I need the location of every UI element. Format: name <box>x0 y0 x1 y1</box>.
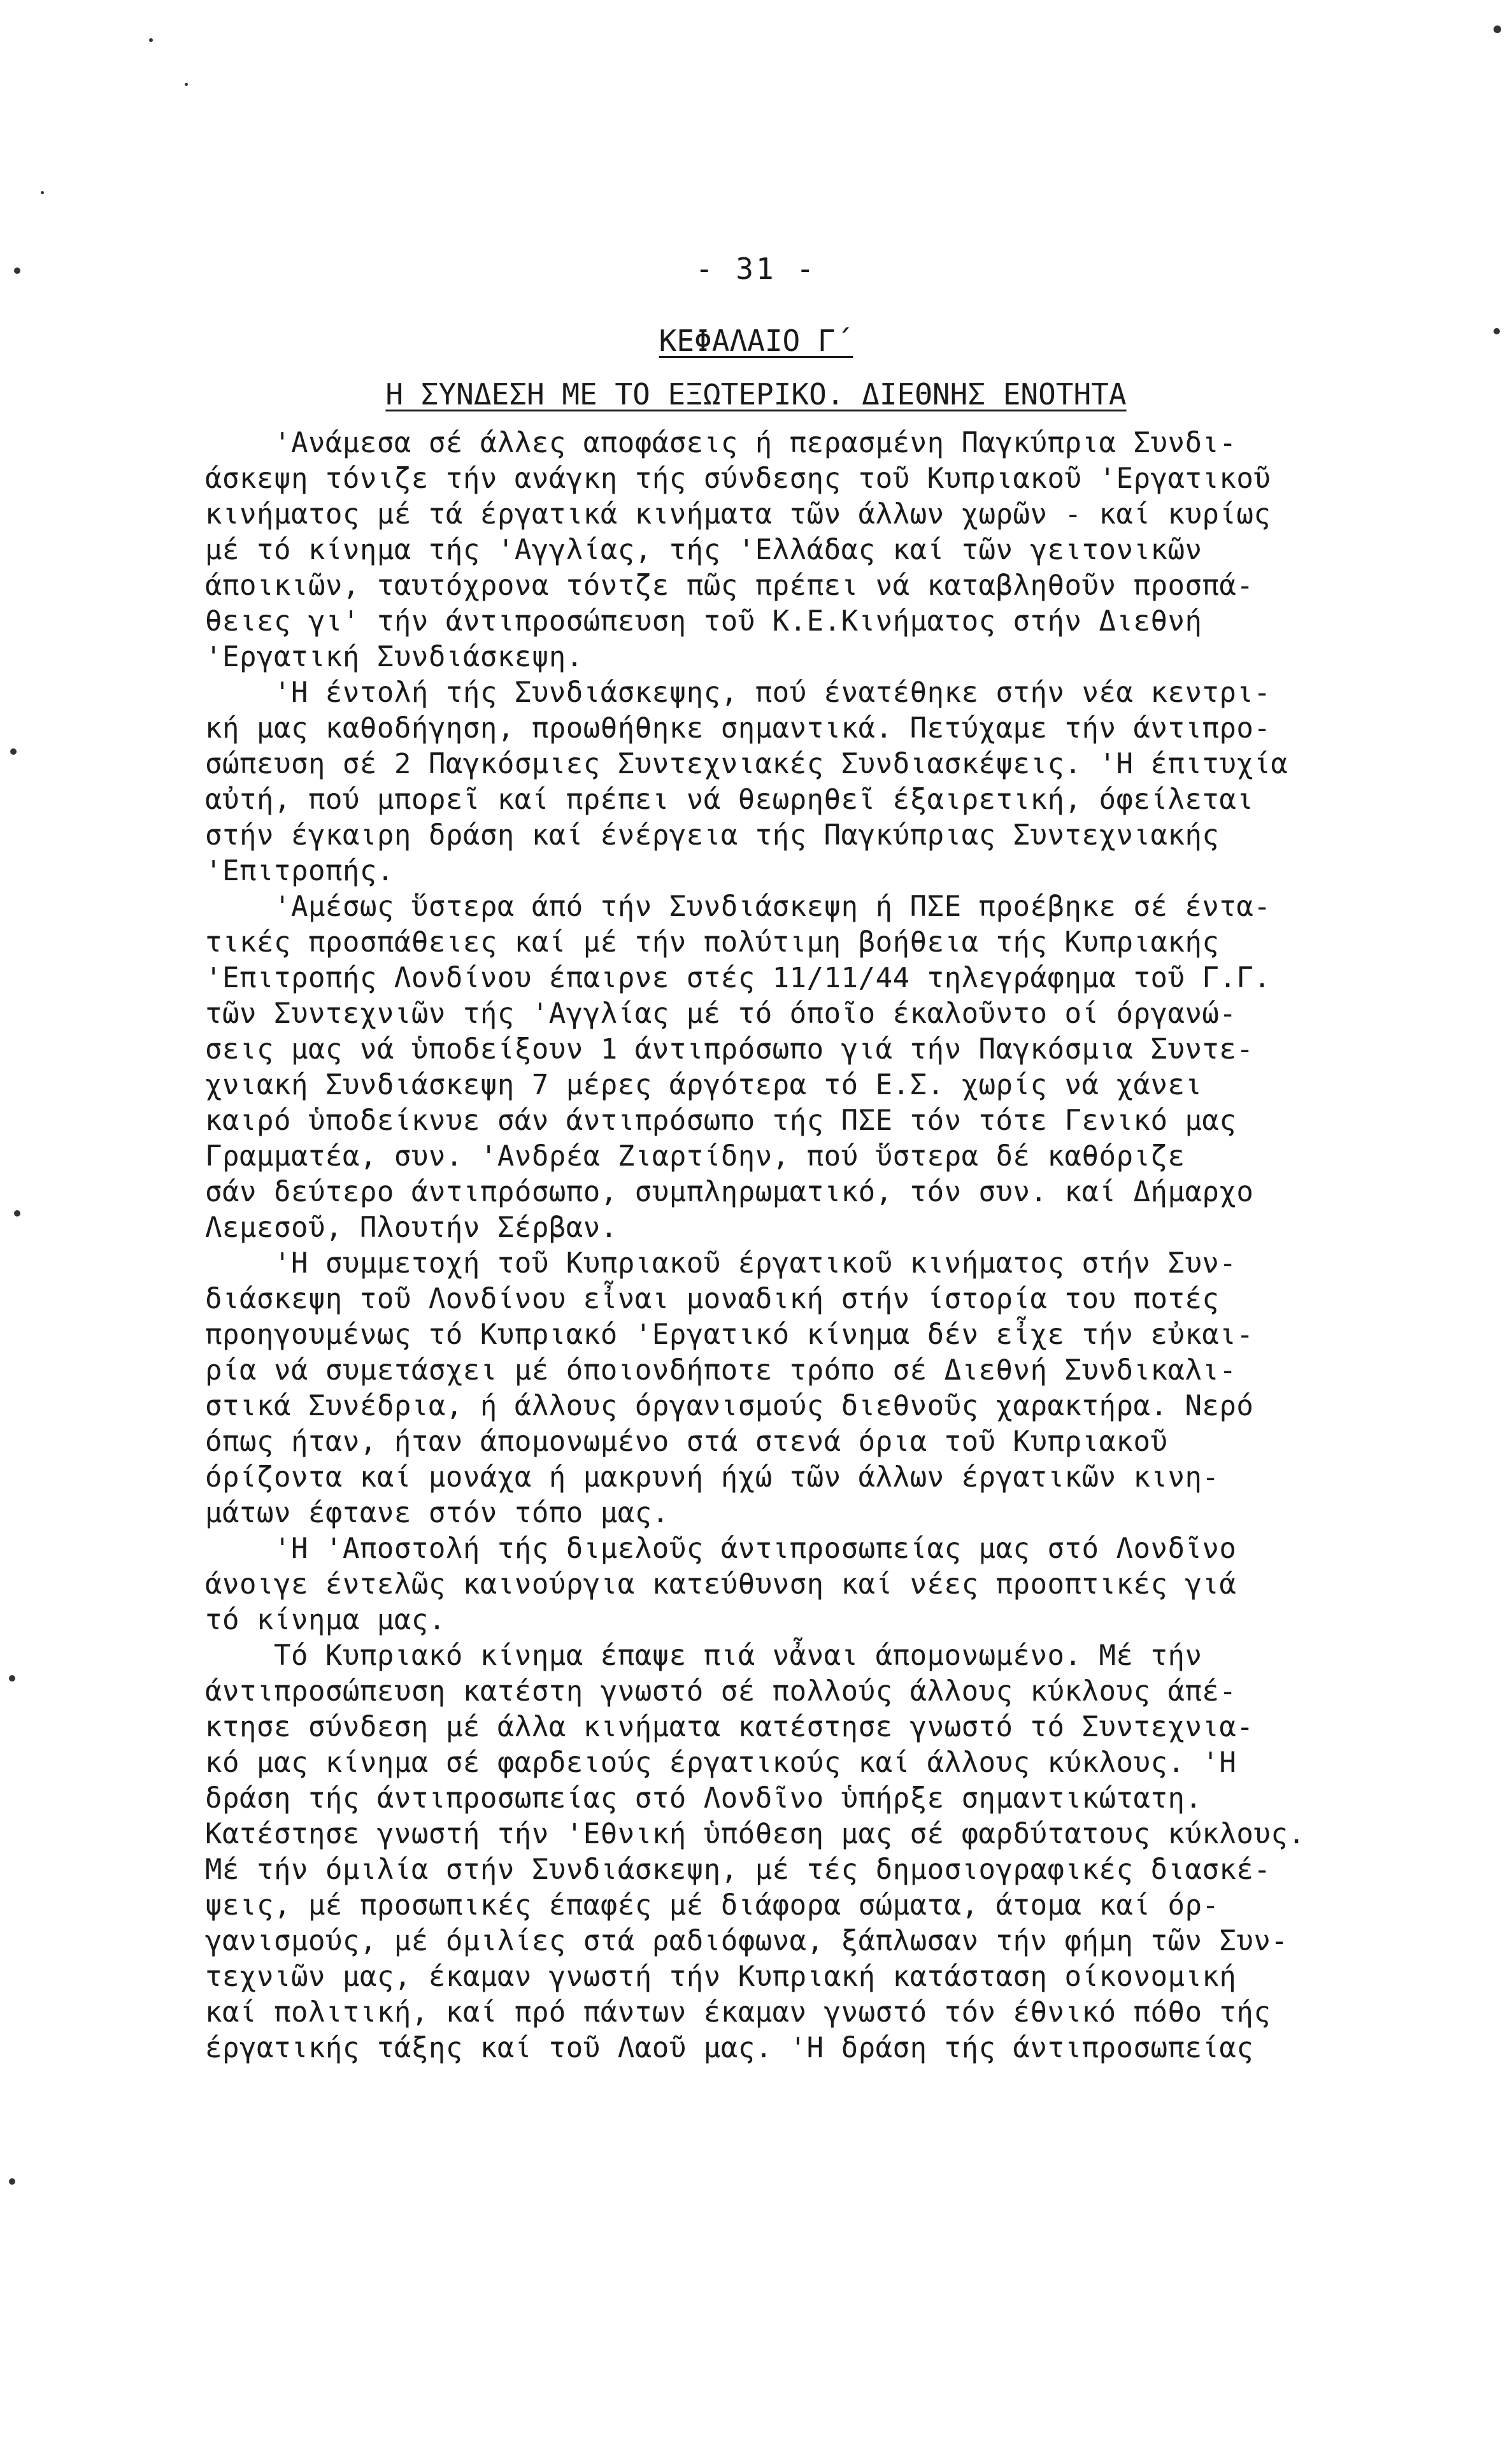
text-line: χνιακή Συνδιάσκεψη 7 μέρες άργότερα τό Ε.Σ. χωρίς νά χάνει <box>205 1069 1202 1101</box>
scan-speck <box>10 748 17 755</box>
scan-speck <box>41 191 44 194</box>
text-line: καιρό ὑποδείκνυε σάν άντιπρόσωπο τής ΠΣΕ τόν τότε Γενικό μας <box>205 1104 1237 1137</box>
text-line: Κατέστησε γνωστή τήν 'Εθνική ὑπόθεση μας σέ φαρδύτατους κύκλους. <box>205 1818 1306 1850</box>
body-text <box>205 425 1402 2066</box>
scan-speck <box>14 1210 20 1217</box>
scan-speck <box>149 38 153 42</box>
text-line: ψεις, μέ προσωπικές έπαφές μέ διάφορα σώματα, άτομα καί όρ- <box>205 1889 1220 1922</box>
text-line: άποικιῶν, ταυτόχρονα τόντζε πῶς πρέπει νά καταβληθοῦν προσπά- <box>205 569 1254 602</box>
text-line: άσκεψη τόνιζε τήν ανάγκη τής σύνδεσης τοῦ Κυπριακοῦ 'Εργατικοῦ <box>205 462 1271 495</box>
text-line: κτησε σύνδεση μέ άλλα κινήματα κατέστησε γνωστό τό Συντεχνια- <box>205 1711 1254 1743</box>
text-line: 'Αμέσως ὕστερα άπό τήν Συνδιάσκεψη ή ΠΣΕ προέβηκε σέ έντα- <box>205 890 1271 923</box>
chapter-heading <box>0 324 1512 358</box>
text-line: άνοιγε έντελῶς καινούργια κατεύθυνση καί νέες προοπτικές γιά <box>205 1568 1237 1601</box>
text-line: έργατικής τάξης καί τοῦ Λαοῦ μας. 'Η δράση τής άντιπροσωπείας <box>205 2032 1254 2064</box>
text-line: καί πολιτική, καί πρό πάντων έκαμαν γνωστό τόν έθνικό πόθο τής <box>205 1996 1271 2029</box>
page-number: - 31 - <box>695 252 817 286</box>
text-line: δράση τής άντιπροσωπείας στό Λονδῖνο ὑπήρξε σημαντικώτατη. <box>205 1782 1202 1815</box>
text-line: κό μας κίνημα σέ φαρδειούς έργατικούς καί άλλους κύκλους. 'Η <box>205 1746 1237 1779</box>
text-line: Λεμεσοῦ, Πλουτήν Σέρβαν. <box>205 1211 618 1244</box>
text-line: τικές προσπάθειες καί μέ τήν πολύτιμη βοήθεια τής Κυπριακής <box>205 926 1220 959</box>
text-line: 'Επιτροπής Λονδίνου έπαιρνε στές 11/11/44 τηλεγράφημα τοῦ Γ.Γ. <box>205 962 1271 994</box>
text-line: θειες γι' τήν άντιπροσώπευση τοῦ Κ.Ε.Κινήματος στήν Διεθνή <box>205 605 1202 638</box>
text-line: άντιπροσώπευση κατέστη γνωστό σέ πολλούς άλλους κύκλους άπέ- <box>205 1675 1237 1708</box>
text-line: 'Ανάμεσα σέ άλλες αποφάσεις ή περασμένη Παγκύπρια Συνδι- <box>205 427 1237 459</box>
scan-speck <box>1494 25 1501 33</box>
text-line: 'Η συμμετοχή τοῦ Κυπριακοῦ έργατικοῦ κινήματος στήν Συν- <box>205 1247 1237 1280</box>
text-line: σώπευση σέ 2 Παγκόσμιες Συντεχνιακές Συνδιασκέψεις. 'Η έπιτυχία <box>205 748 1288 780</box>
chapter-subtitle-text: Η ΣΥΝΔΕΣΗ ΜΕ ΤΟ ΕΞΩΤΕΡΙΚΟ. ΔΙΕΘΝΗΣ ΕΝΟΤΗΤΑ <box>385 377 1127 411</box>
text-line: στήν έγκαιρη δράση καί ένέργεια τής Παγκύπριας Συντεχνιακής <box>205 819 1220 852</box>
text-line: μάτων έφτανε στόν τόπο μας. <box>205 1497 669 1529</box>
text-line: στικά Συνέδρια, ή άλλους όργανισμούς διεθνοῦς χαρακτήρα. Νερό <box>205 1390 1254 1422</box>
text-line: 'Η 'Αποστολή τής διμελοῦς άντιπροσωπείας μας στό Λονδῖνο <box>205 1532 1237 1565</box>
text-line: Μέ τήν όμιλία στήν Συνδιάσκεψη, μέ τές δημοσιογραφικές διασκέ- <box>205 1853 1271 1886</box>
text-line: 'Εργατική Συνδιάσκεψη. <box>205 641 583 673</box>
chapter-subtitle <box>0 377 1512 411</box>
text-line: κινήματος μέ τά έργατικά κινήματα τῶν άλλων χωρῶν - καί κυρίως <box>205 498 1271 531</box>
text-line: κή μας καθοδήγηση, προωθήθηκε σημαντικά. Πετύχαμε τήν άντιπρο- <box>205 712 1271 745</box>
text-line: Γραμματέα, συν. 'Ανδρέα Ζιαρτίδην, πού ὕστερα δέ καθόριζε <box>205 1140 1185 1173</box>
text-line: τεχνιῶν μας, έκαμαν γνωστή τήν Κυπριακή κατάσταση οίκονομική <box>205 1960 1237 1993</box>
text-line: όρίζοντα καί μονάχα ή μακρυνή ήχώ τῶν άλλων έργατικῶν κινη- <box>205 1461 1220 1494</box>
text-line: γανισμούς, μέ όμιλίες στά ραδιόφωνα, ξάπλωσαν τήν φήμη τῶν Συν- <box>205 1925 1288 1957</box>
scan-speck <box>9 2178 15 2185</box>
text-line: 'Επιτροπής. <box>205 855 394 887</box>
text-line: διάσκεψη τοῦ Λονδίνου εἶναι μοναδική στήν ίστορία του ποτές <box>205 1283 1220 1315</box>
text-line: Τό Κυπριακό κίνημα έπαψε πιά νἆναι άπομονωμένο. Μέ τήν <box>205 1639 1202 1672</box>
scan-speck <box>9 1675 15 1681</box>
text-line: ρία νά συμετάσχει μέ όποιονδήποτε τρόπο σέ Διεθνή Συνδικαλι- <box>205 1354 1237 1387</box>
scan-speck <box>185 83 188 86</box>
chapter-heading-text: ΚΕΦΑΛΑΙΟ Γ΄ <box>659 324 853 358</box>
text-line: μέ τό κίνημα τής 'Αγγλίας, τής 'Ελλάδας καί τῶν γειτονικῶν <box>205 534 1202 566</box>
text-line: σεις μας νά ὑποδείξουν 1 άντιπρόσωπο γιά τήν Παγκόσμια Συντε- <box>205 1033 1254 1066</box>
text-line: τό κίνημα μας. <box>205 1604 446 1636</box>
text-line: προηγουμένως τό Κυπριακό 'Εργατικό κίνημα δέν εἶχε τήν εὐκαι- <box>205 1318 1254 1351</box>
text-line: σάν δεύτερο άντιπρόσωπο, συμπληρωματικό, τόν συν. καί Δήμαρχο <box>205 1176 1254 1208</box>
text-line: όπως ήταν, ήταν άπομονωμένο στά στενά όρια τοῦ Κυπριακοῦ <box>205 1425 1168 1458</box>
text-line: τῶν Συντεχνιῶν τής 'Αγγλίας μέ τό όποῖο έκαλοῦντο οί όργανώ- <box>205 997 1237 1030</box>
text-line: αὐτή, πού μπορεῖ καί πρέπει νά θεωρηθεῖ έξαιρετική, όφείλεται <box>205 783 1254 816</box>
text-line: 'Η έντολή τής Συνδιάσκεψης, πού ένατέθηκε στήν νέα κεντρι- <box>205 676 1271 709</box>
